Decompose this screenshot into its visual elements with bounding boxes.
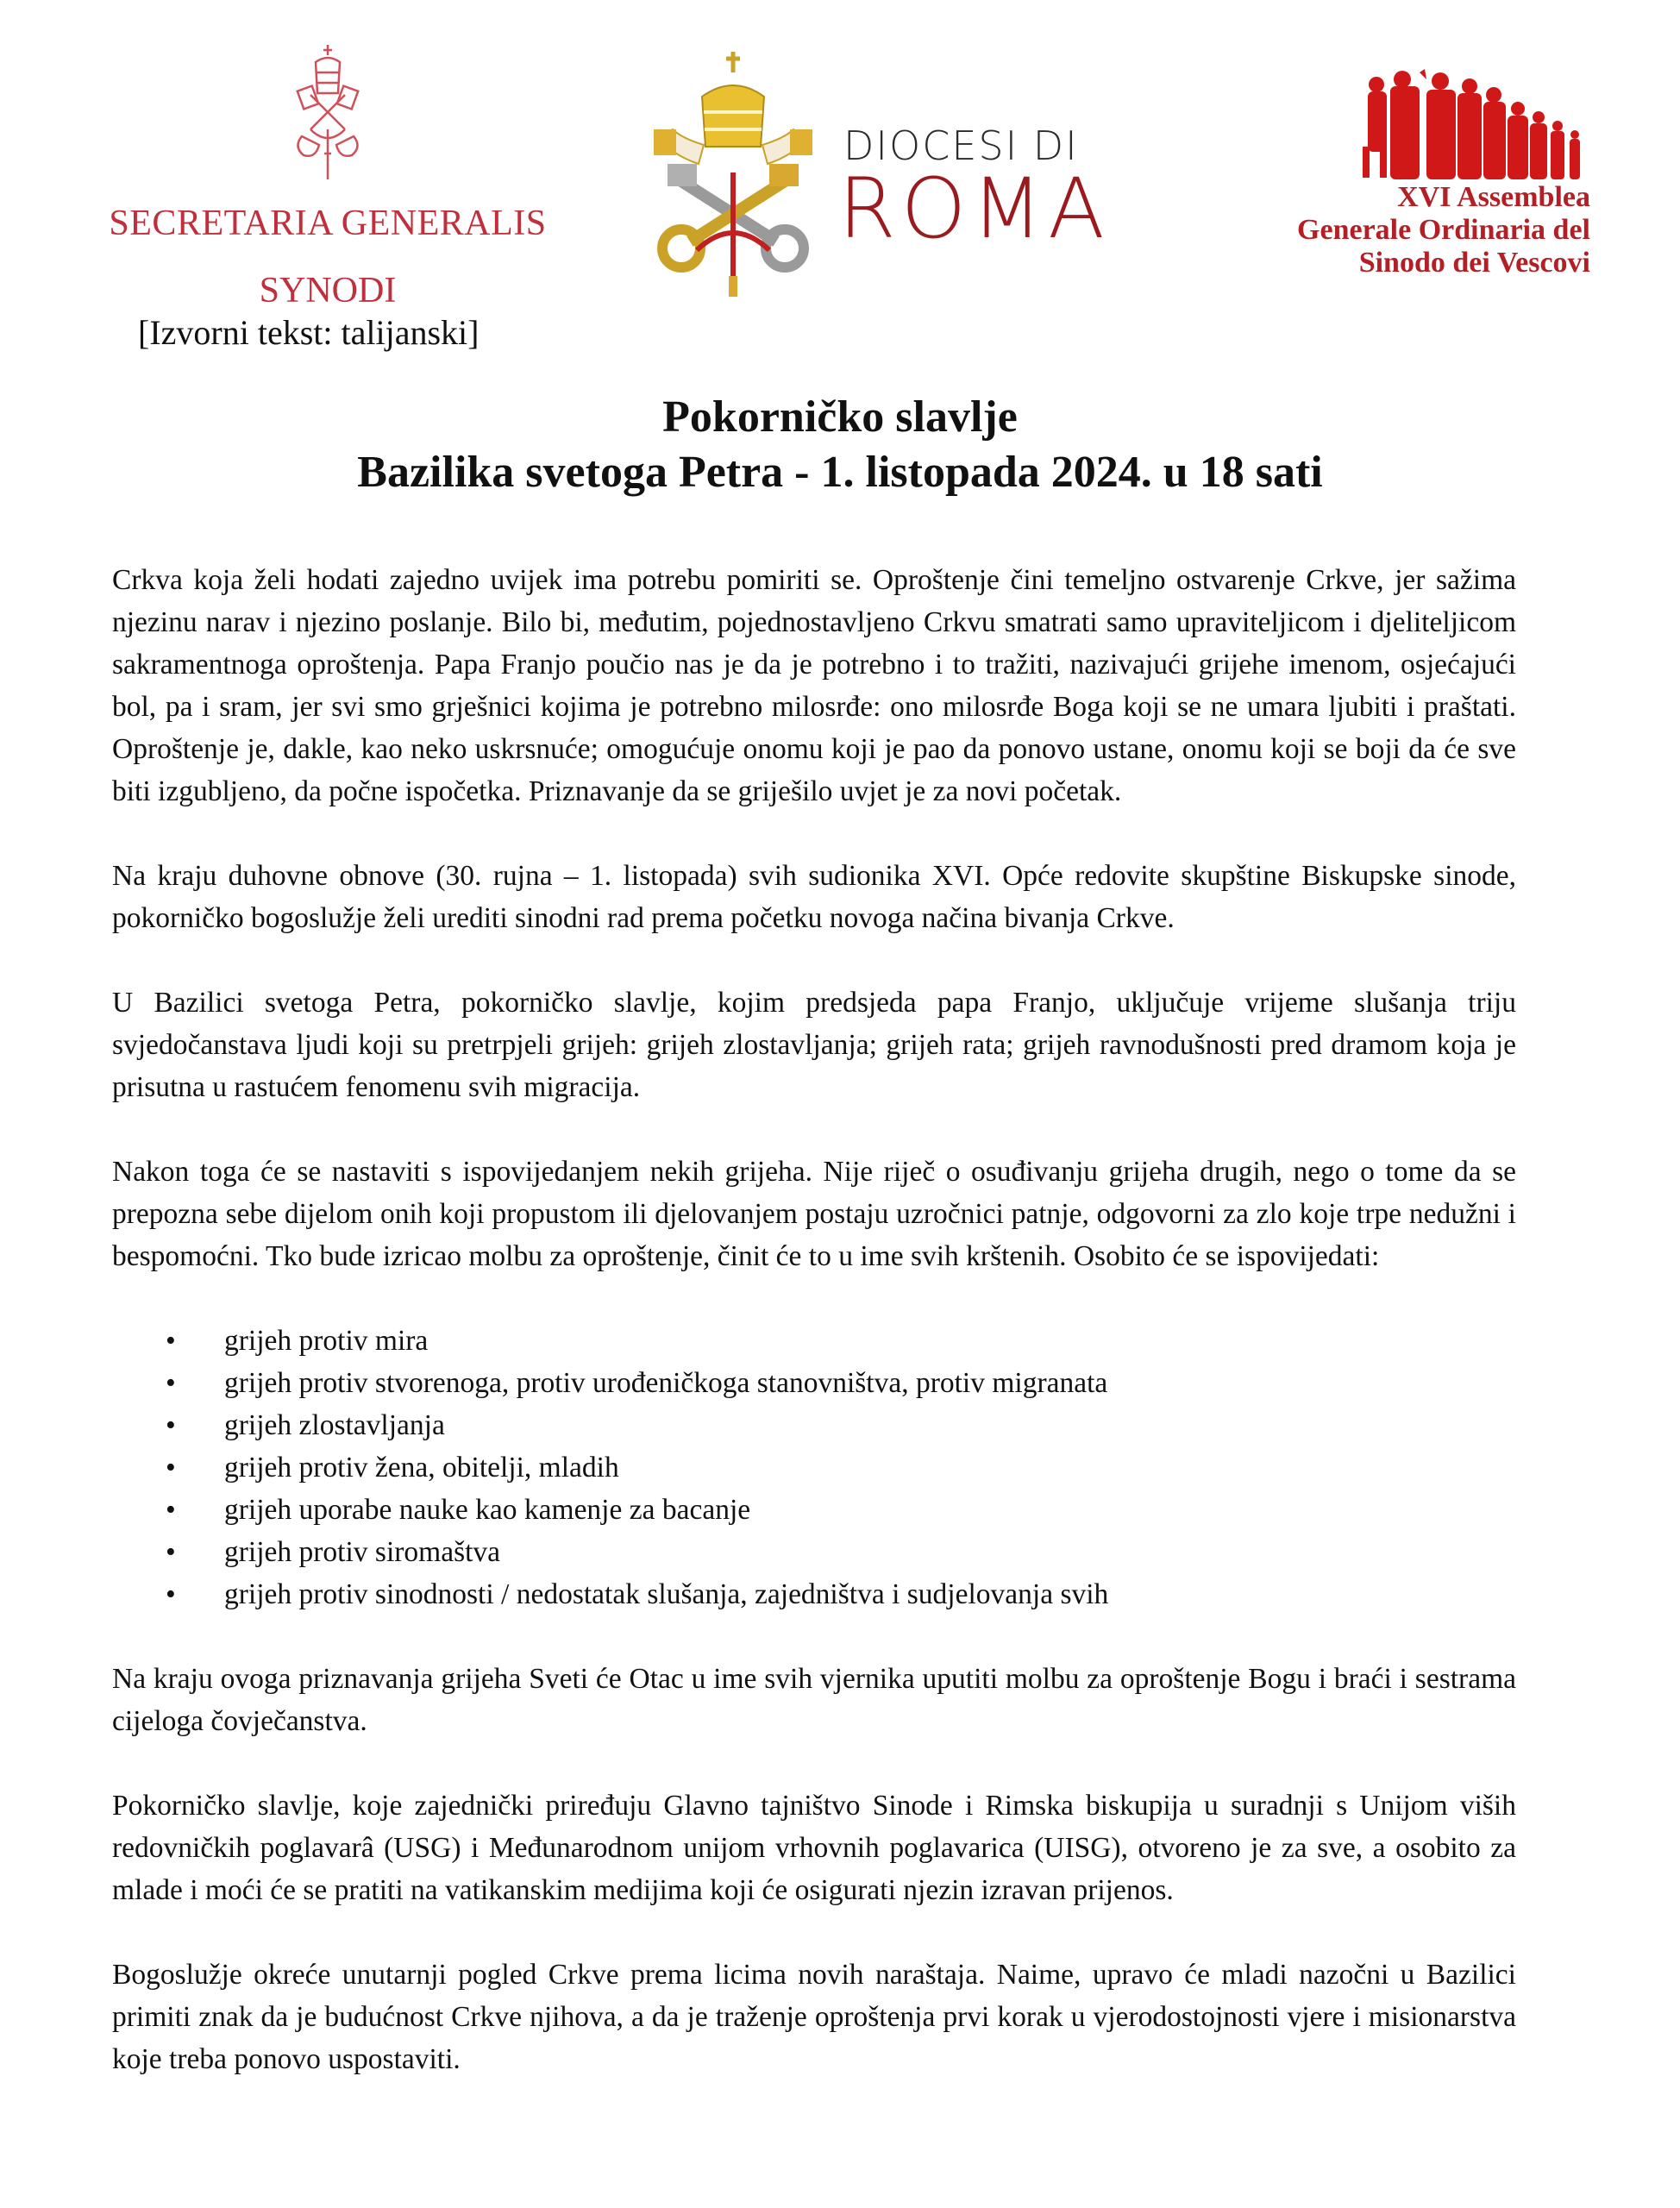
- assembly-title-line2: Generale Ordinaria del: [1297, 214, 1590, 246]
- bullet-icon: •: [166, 1536, 176, 1568]
- paragraph: Nakon toga će se nastaviti s ispovijedanjem nekih grijeha. Nije riječ o osuđivanju grijeha drugih, nego o tome da se prepozna sebe dijelom onih koji propustom ili djelovanjem postaju uzročnici patnje, odgovorni za zlo koje trpe nedužni i bespomoćni. Tko bude izricao molbu za oproštenje, činit će to u ime svih krštenih. Osobito će se ispovijedati:: [112, 1156, 1516, 1272]
- list-item-text: grijeh protiv žena, obitelji, mladih: [224, 1452, 619, 1484]
- assembly-title-line3: Sinodo dei Vescovi: [1358, 247, 1590, 279]
- list-item: [112, 1362, 1516, 1404]
- bullet-icon: •: [166, 1578, 176, 1610]
- diocesi-di-label: DIOCESI DI: [843, 122, 1079, 169]
- list-item: [112, 1446, 1516, 1489]
- papal-keys-tiara-icon: [647, 43, 819, 302]
- list-item: [112, 1489, 1516, 1531]
- bullet-icon: •: [166, 1409, 176, 1441]
- paragraph: Crkva koja želi hodati zajedno uvijek ima potrebu pomiriti se. Oproštenje čini temeljno ostvarenje Crkve, jer sažima njezinu narav i njezino poslanje. Bilo bi, međutim, pojednostavljeno Crkvu smatrati samo upraviteljicom i djeliteljicom sakramentnoga oproštenja. Papa Franjo poučio nas je da je potrebno i to tražiti, nazivajući grijehe imenom, osjećajući bol, pa i sram, jer svi smo grješnici kojima je potrebno milosrđe: ono milosrđe Boga koji se ne umara ljubiti i praštati. Oproštenje je, dakle, kao neko uskrsnuće; omogućuje onomu koji je pao da ponovo ustane, onomu koji se boji da će sve biti izgubljeno, da počne ispočetka. Priznavanje da se griješilo uvjet je za novi početak.: [112, 564, 1516, 807]
- list-item: [112, 1573, 1516, 1615]
- paragraph: Na kraju ovoga priznavanja grijeha Sveti će Otac u ime svih vjernika uputiti molbu za oproštenje Bogu i braći i sestrama cijeloga čovječanstva.: [112, 1663, 1516, 1737]
- diocesi-roma-header: [647, 43, 1130, 310]
- bullet-icon: •: [166, 1452, 176, 1484]
- secretaria-title-line1: SECRETARIA GENERALIS: [109, 204, 547, 243]
- title-line2: Bazilika svetoga Petra - 1. listopada 2024. u 18 sati: [357, 448, 1323, 497]
- secretaria-header: [52, 43, 604, 312]
- paragraph: Bogoslužje okreće unutarnji pogled Crkve prema licima novih naraštaja. Naime, upravo će mladi nazočni u Bazilici primiti znak da je budućnost Crkve njihova, a da je traženje oproštenja prvi korak u vjerodostojnosti vjere i misionarstva koje treba ponovo uspostaviti.: [112, 1959, 1516, 2075]
- paragraph: Na kraju duhovne obnove (30. rujna – 1. listopada) svih sudionika XVI. Opće redovite skupštine Biskupske sinode, pokorničko bogoslužje želi urediti sinodni rad prema početku novoga načina bivanja Crkve.: [112, 860, 1516, 934]
- list-item: [112, 1404, 1516, 1446]
- list-item: [112, 1320, 1516, 1362]
- list-item-text: grijeh protiv mira: [224, 1325, 429, 1357]
- bullet-icon: •: [166, 1325, 176, 1357]
- document-title: [0, 390, 1680, 500]
- synod-assembly-header: [1142, 69, 1590, 279]
- roma-label: ROMA: [838, 160, 1110, 257]
- sins-list: [112, 1320, 1516, 1615]
- assembly-title-line1: XVI Assemblea: [1397, 181, 1590, 213]
- list-item-text: grijeh protiv sinodnosti / nedostatak slušanja, zajedništva i sudjelovanja svih: [224, 1578, 1109, 1610]
- document-body: [112, 559, 1516, 2123]
- list-item-text: grijeh protiv siromaštva: [224, 1536, 501, 1568]
- title-line1: Pokorničko slavlje: [662, 392, 1018, 442]
- paragraph: Pokorničko slavlje, koje zajednički priređuju Glavno tajništvo Sinode i Rimska biskupija u suradnji s Unijom viših redovničkih poglavarâ (USG) i Međunarodnom unijom vrhovnih poglavarica (UISG), otvoreno je za sve, a osobito za mlade i moći će se pratiti na vatikanskim medijima koji će osigurati njezin izravan prijenos.: [112, 1790, 1516, 1906]
- secretaria-title-line2: SYNODI: [259, 271, 397, 310]
- source-language-note: [Izvorni tekst: talijanski]: [138, 313, 480, 352]
- list-item: [112, 1531, 1516, 1573]
- list-item-text: grijeh uporabe nauke kao kamenje za bacanje: [224, 1494, 751, 1526]
- bullet-icon: •: [166, 1367, 176, 1399]
- paragraph: U Bazilici svetoga Petra, pokorničko slavlje, kojim predsjeda papa Franjo, uključuje vrijeme slušanja triju svjedočanstava ljudi koji su pretrpjeli grijeh: grijeh zlostavljanja; grijeh rata; grijeh ravnodušnosti pred dramom koja je prisutna u rastućem fenomenu svih migracija.: [112, 987, 1516, 1103]
- list-item-text: grijeh protiv stvorenoga, protiv urođeničkoga stanovništva, protiv migranata: [224, 1367, 1108, 1399]
- bullet-icon: •: [166, 1494, 176, 1526]
- crowd-silhouette-icon: [1357, 69, 1590, 181]
- papal-coat-of-arms-icon: [285, 43, 371, 181]
- list-item-text: grijeh zlostavljanja: [224, 1409, 445, 1441]
